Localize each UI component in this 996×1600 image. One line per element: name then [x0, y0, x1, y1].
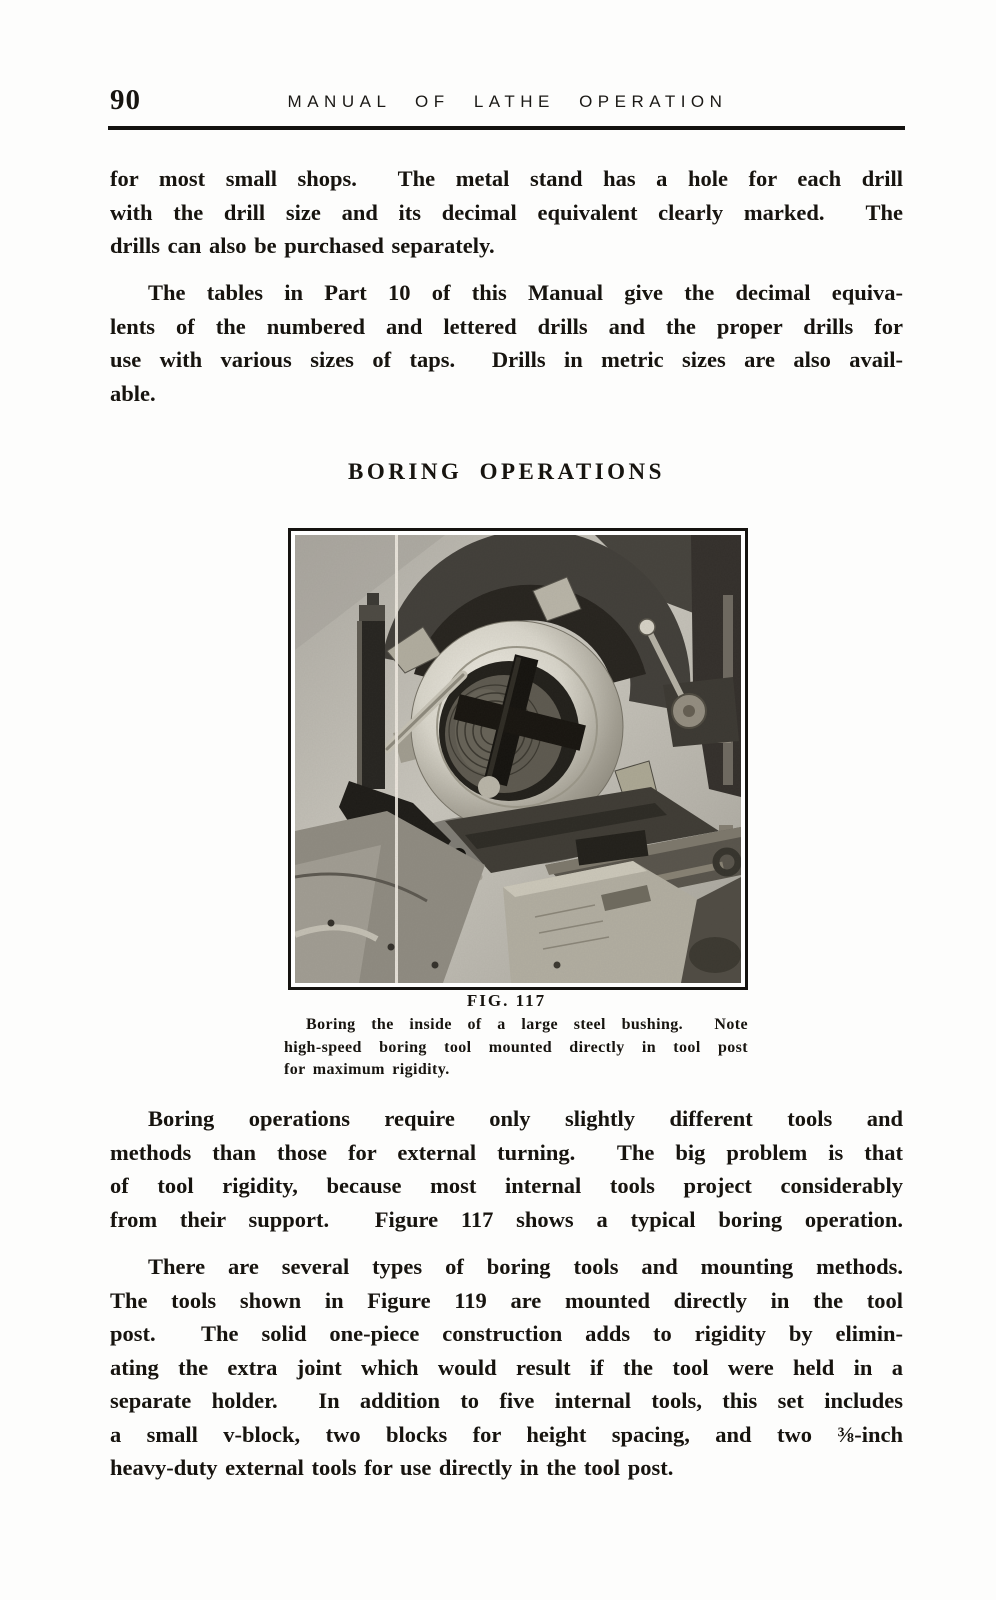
- text-line: a small v-block, two blocks for height spacing, and two ⅜-inch: [110, 1421, 903, 1447]
- text-line: lents of the numbered and lettered drills and the proper drills for: [110, 313, 903, 339]
- text-line: able.: [110, 380, 156, 406]
- page-number: 90: [110, 84, 141, 116]
- text-line: high-speed boring tool mounted directly in tool post: [284, 1038, 748, 1056]
- text-line: The tables in Part 10 of this Manual give the decimal equiva-: [148, 280, 903, 305]
- paragraph-boring-operations: [110, 1102, 903, 1236]
- text-line: methods than those for external turning. The big problem is that: [110, 1139, 903, 1165]
- text-line: post. The solid one-piece construction adds to rigidity by elimin-: [110, 1321, 903, 1346]
- figure-caption-title: FIG. 117: [466, 991, 547, 1010]
- header-title: MANUAL OF LATHE OPERATION: [287, 92, 728, 111]
- text-line: Boring operations require only slightly different tools and: [148, 1106, 903, 1131]
- header-rule: [108, 126, 905, 130]
- text-line: for most small shops. The metal stand has a hole for each drill: [110, 166, 903, 191]
- text-line: use with various sizes of taps. Drills in metric sizes are also avail-: [110, 347, 903, 372]
- text-line: There are several types of boring tools and mounting methods.: [148, 1254, 903, 1279]
- paragraph-tables-part-10: [110, 276, 903, 410]
- text-line: separate holder. In addition to five internal tools, this set includes: [110, 1388, 903, 1413]
- figure-photo: [295, 535, 741, 983]
- figure-caption: [284, 1014, 748, 1082]
- text-line: from their support. Figure 117 shows a typical boring operation.: [110, 1206, 903, 1232]
- section-heading: BORING OPERATIONS: [348, 459, 665, 484]
- text-line: drills can also be purchased separately.: [110, 233, 495, 258]
- paragraph-drill-stand: [110, 162, 903, 263]
- figure-117: [288, 528, 748, 990]
- text-line: for maximum rigidity.: [284, 1061, 450, 1078]
- text-line: heavy-duty external tools for use directly in the tool post.: [110, 1455, 674, 1480]
- text-line: ating the extra joint which would result if the tool were held in a: [110, 1354, 903, 1380]
- photo-grain: [295, 535, 741, 983]
- page-header: [110, 84, 905, 124]
- text-line: Boring the inside of a large steel bushing. Note: [306, 1016, 748, 1033]
- text-line: of tool rigidity, because most internal tools project considerably: [110, 1173, 903, 1198]
- text-line: with the drill size and its decimal equivalent clearly marked. The: [110, 199, 903, 225]
- text-line: The tools shown in Figure 119 are mounted directly in the tool: [110, 1287, 903, 1313]
- paragraph-boring-tools: [110, 1250, 903, 1485]
